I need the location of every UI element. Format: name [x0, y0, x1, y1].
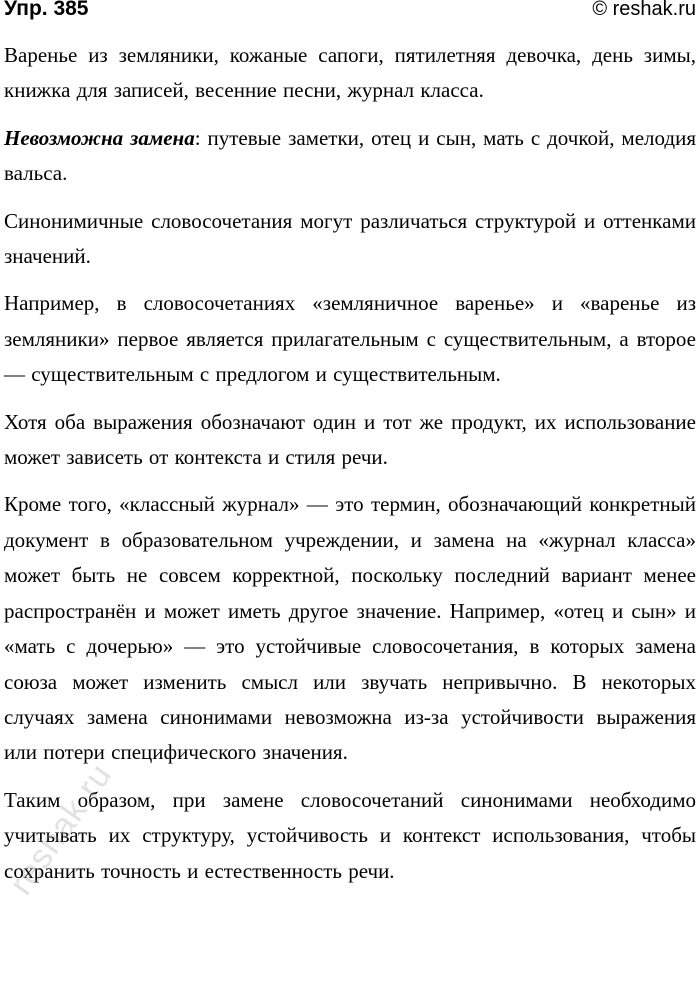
paragraph-text: Таким образом, при замене словосочетаний синонимами необходимо учитывать их структуру, устойчивость и контекст использования, чтобы сохранить точность и естественность речи. [4, 787, 696, 883]
paragraph-text: Варенье из земляники, кожаные сапоги, пятилетняя девочка, день зимы, книжка для записей, весенние песни, журнал класса. [4, 43, 696, 103]
page-header [0, 0, 700, 24]
answer-text [4, 38, 696, 901]
watermark: reshak.ru [2, 756, 120, 902]
copyright-label: © reshak.ru [592, 0, 696, 20]
paragraph-6 [4, 487, 696, 770]
paragraph-3 [4, 204, 696, 275]
exercise-title: Упр. 385 [4, 0, 89, 20]
paragraph-text: : путевые заметки, отец и сын, мать с дочкой, мелодия вальса. [4, 125, 696, 186]
paragraph-7 [4, 783, 696, 889]
paragraph-2 [4, 121, 696, 192]
paragraph-text: Синонимичные словосочетания могут различаться структурой и оттенками значений. [4, 208, 696, 269]
paragraph-text: Кроме того, «классный журнал» — это термин, обозначающий конкретный документ в образовательном учреждении, и замена на «журнал класса» может быть не совсем корректной, поскольку последний вариант менее распространён и может иметь другое значение. Например, «отец и сын» и «мать с дочерью» — это устойчивые словосочетания, в которых замена союза может изменить смысл или звучать непривычно. В некоторых случаях замена синонимами невозможна из-за устойчивости выражения или потери специфического значения. [4, 492, 696, 765]
paragraph-text: Например, в словосочетаниях «земляничное варенье» и «варенье из земляники» первое является прилагательным с существительным, а второе — существительным с предлогом и существительным. [4, 291, 696, 387]
paragraph-5 [4, 405, 696, 476]
paragraph-text: Хотя оба выражения обозначают один и тот же продукт, их использование может зависеть от контекста и стиля речи. [4, 409, 696, 470]
paragraph-1 [4, 38, 696, 109]
paragraph-4 [4, 286, 696, 392]
paragraph-lead: Невозможна замена [4, 125, 195, 150]
